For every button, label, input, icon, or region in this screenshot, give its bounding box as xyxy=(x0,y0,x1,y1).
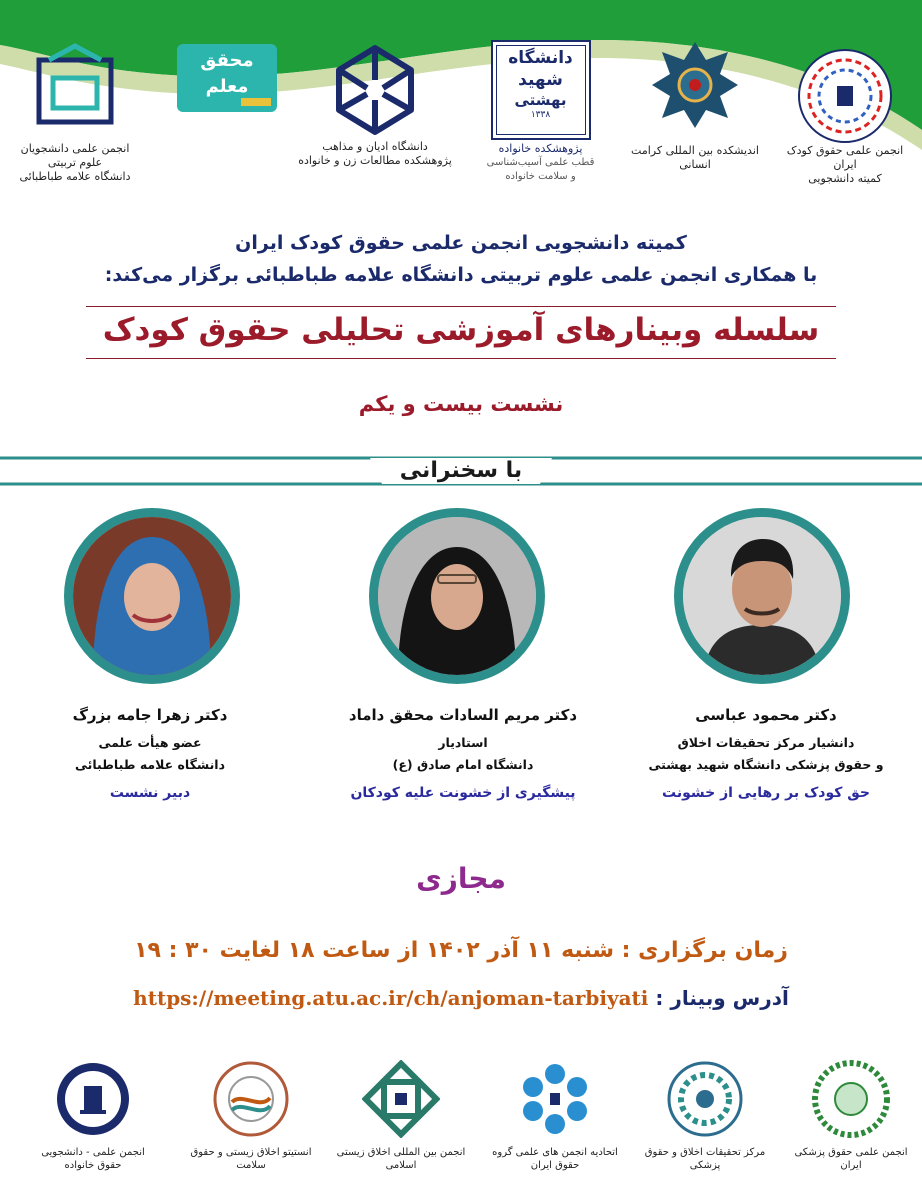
speaker-name: دکتر محمود عباسی xyxy=(695,706,837,724)
divider xyxy=(86,358,836,359)
researcher-teacher-logo-icon xyxy=(177,44,277,112)
bottom-logo xyxy=(28,1060,158,1172)
top-logo-human-dignity xyxy=(615,40,775,172)
speaker-portrait-icon xyxy=(378,517,536,675)
organizer-line: کمیته دانشجویی انجمن علمی حقوق کودک ایران xyxy=(235,232,687,254)
logo-caption: مرکز تحقیقات اخلاق و حقوق پزشکی xyxy=(644,1147,766,1171)
logo-caption: کمیته دانشجویی xyxy=(808,172,882,185)
top-logo-child-rights xyxy=(780,48,910,186)
session-number: نشست بیست و یکم xyxy=(358,392,564,416)
speaker-title: عضو هیأت علمی xyxy=(98,735,202,750)
speaker-affiliation: و حقوق پزشکی دانشگاه شهید بهشتی xyxy=(648,757,884,772)
logo-text: بهشتی xyxy=(514,91,567,109)
event-schedule: زمان برگزاری : شنبه ۱۱ آذر ۱۴۰۲ از ساعت ۱۸ لغایت ۳۰ : ۱۹ xyxy=(134,938,788,963)
speaker-affiliation: دانشگاه امام صادق (ع) xyxy=(392,757,534,772)
bottom-logo xyxy=(786,1060,916,1172)
law-associations-union-logo-icon xyxy=(516,1060,594,1138)
logo-caption: پژوهشکده خانواده xyxy=(498,142,583,155)
webinar-address-label: آدرس وبینار : xyxy=(655,986,789,1010)
top-logo-atu-student-association xyxy=(10,40,140,184)
cooperation-line: با همکاری انجمن علمی علوم تربیتی دانشگاه علامه طباطبائی برگزار می‌کند: xyxy=(104,264,818,286)
speakers-label: با سخنرانی xyxy=(399,458,523,483)
speaker-topic: حق کودک بر رهایی از خشونت xyxy=(662,785,870,801)
bottom-logo xyxy=(336,1060,466,1172)
logo-caption: انستیتو اخلاق زیستی و حقوق سلامت xyxy=(190,1147,312,1171)
speaker-affiliation: دانشگاه علامه طباطبائی xyxy=(75,757,225,772)
medical-ethics-research-center-logo-icon xyxy=(666,1060,744,1138)
speaker-title: استادیار xyxy=(438,735,488,750)
speaker-role: دبیر نشست xyxy=(109,785,191,801)
divider xyxy=(86,306,836,307)
logo-text: محقق xyxy=(200,50,254,71)
logo-text: معلم xyxy=(205,76,249,97)
logo-caption: اتحادیه انجمن های علمی گروه حقوق ایران xyxy=(492,1147,618,1171)
speaker-card xyxy=(626,704,906,804)
logo-caption: انجمن علمی - دانشجویی حقوق خانواده xyxy=(41,1147,145,1171)
logo-year: ۱۳۳۸ xyxy=(530,110,551,120)
top-logo-shahid-beheshti xyxy=(478,40,603,184)
bottom-logo xyxy=(186,1060,316,1172)
speaker-portrait-icon xyxy=(73,517,231,675)
top-logo-religions-university xyxy=(285,40,465,168)
family-law-student-association-logo-icon xyxy=(54,1060,132,1138)
shahid-beheshti-university-logo-icon xyxy=(491,40,591,140)
logo-caption: قطب علمی آسیب‌شناسی xyxy=(486,157,595,168)
speaker-photo xyxy=(674,508,850,684)
child-rights-association-logo-icon xyxy=(797,48,893,144)
atu-student-association-logo-icon xyxy=(29,40,121,132)
logo-caption: و سلامت خانواده xyxy=(505,171,576,182)
speaker-photo xyxy=(64,508,240,684)
bioethics-health-law-institute-logo-icon xyxy=(212,1060,290,1138)
webinar-link[interactable]: https://meeting.atu.ac.ir/ch/anjoman-tarbiyati xyxy=(133,986,649,1010)
webinar-address xyxy=(0,986,922,1010)
logo-caption: انجمن علمی دانشجویان علوم تربیتی xyxy=(20,142,130,169)
speaker-topic: پیشگیری از خشونت علیه کودکان xyxy=(350,785,576,801)
islamic-bioethics-association-logo-icon xyxy=(362,1060,440,1138)
speaker-card xyxy=(318,704,608,804)
logo-caption: اندیشکده بین المللی کرامت انسانی xyxy=(631,144,759,171)
logo-text: دانشگاه xyxy=(508,48,573,68)
speaker-portrait-icon xyxy=(683,517,841,675)
speaker-card xyxy=(40,704,260,804)
speaker-name: دکتر زهرا جامه بزرگ xyxy=(72,706,228,724)
logo-caption: دانشگاه علامه طباطبائی xyxy=(19,170,131,183)
speaker-photo xyxy=(369,508,545,684)
top-logo-researcher-teacher xyxy=(172,44,282,112)
logo-caption: انجمن علمی حقوق کودک ایران xyxy=(786,144,904,171)
logo-caption: دانشگاه ادیان و مذاهب xyxy=(322,140,428,153)
religions-university-logo-icon xyxy=(325,40,425,140)
series-title: سلسله وبینارهای آموزشی تحلیلی حقوق کودک xyxy=(102,312,820,348)
logo-caption: انجمن علمی حقوق پزشکی ایران xyxy=(794,1147,908,1171)
bottom-logo xyxy=(490,1060,620,1172)
event-mode: مجازی xyxy=(416,862,506,895)
bottom-logo xyxy=(640,1060,770,1172)
logo-caption: پژوهشکده مطالعات زن و خانواده xyxy=(298,154,452,167)
speaker-name: دکتر مریم السادات محقق داماد xyxy=(348,706,578,724)
logo-text: شهید xyxy=(518,70,563,90)
logo-caption: انجمن بین المللی اخلاق زیستی اسلامی xyxy=(336,1147,466,1171)
human-dignity-think-tank-logo-icon xyxy=(650,40,740,130)
medical-law-association-logo-icon xyxy=(812,1060,890,1138)
speaker-title: دانشیار مرکز تحقیقات اخلاق xyxy=(677,735,855,750)
